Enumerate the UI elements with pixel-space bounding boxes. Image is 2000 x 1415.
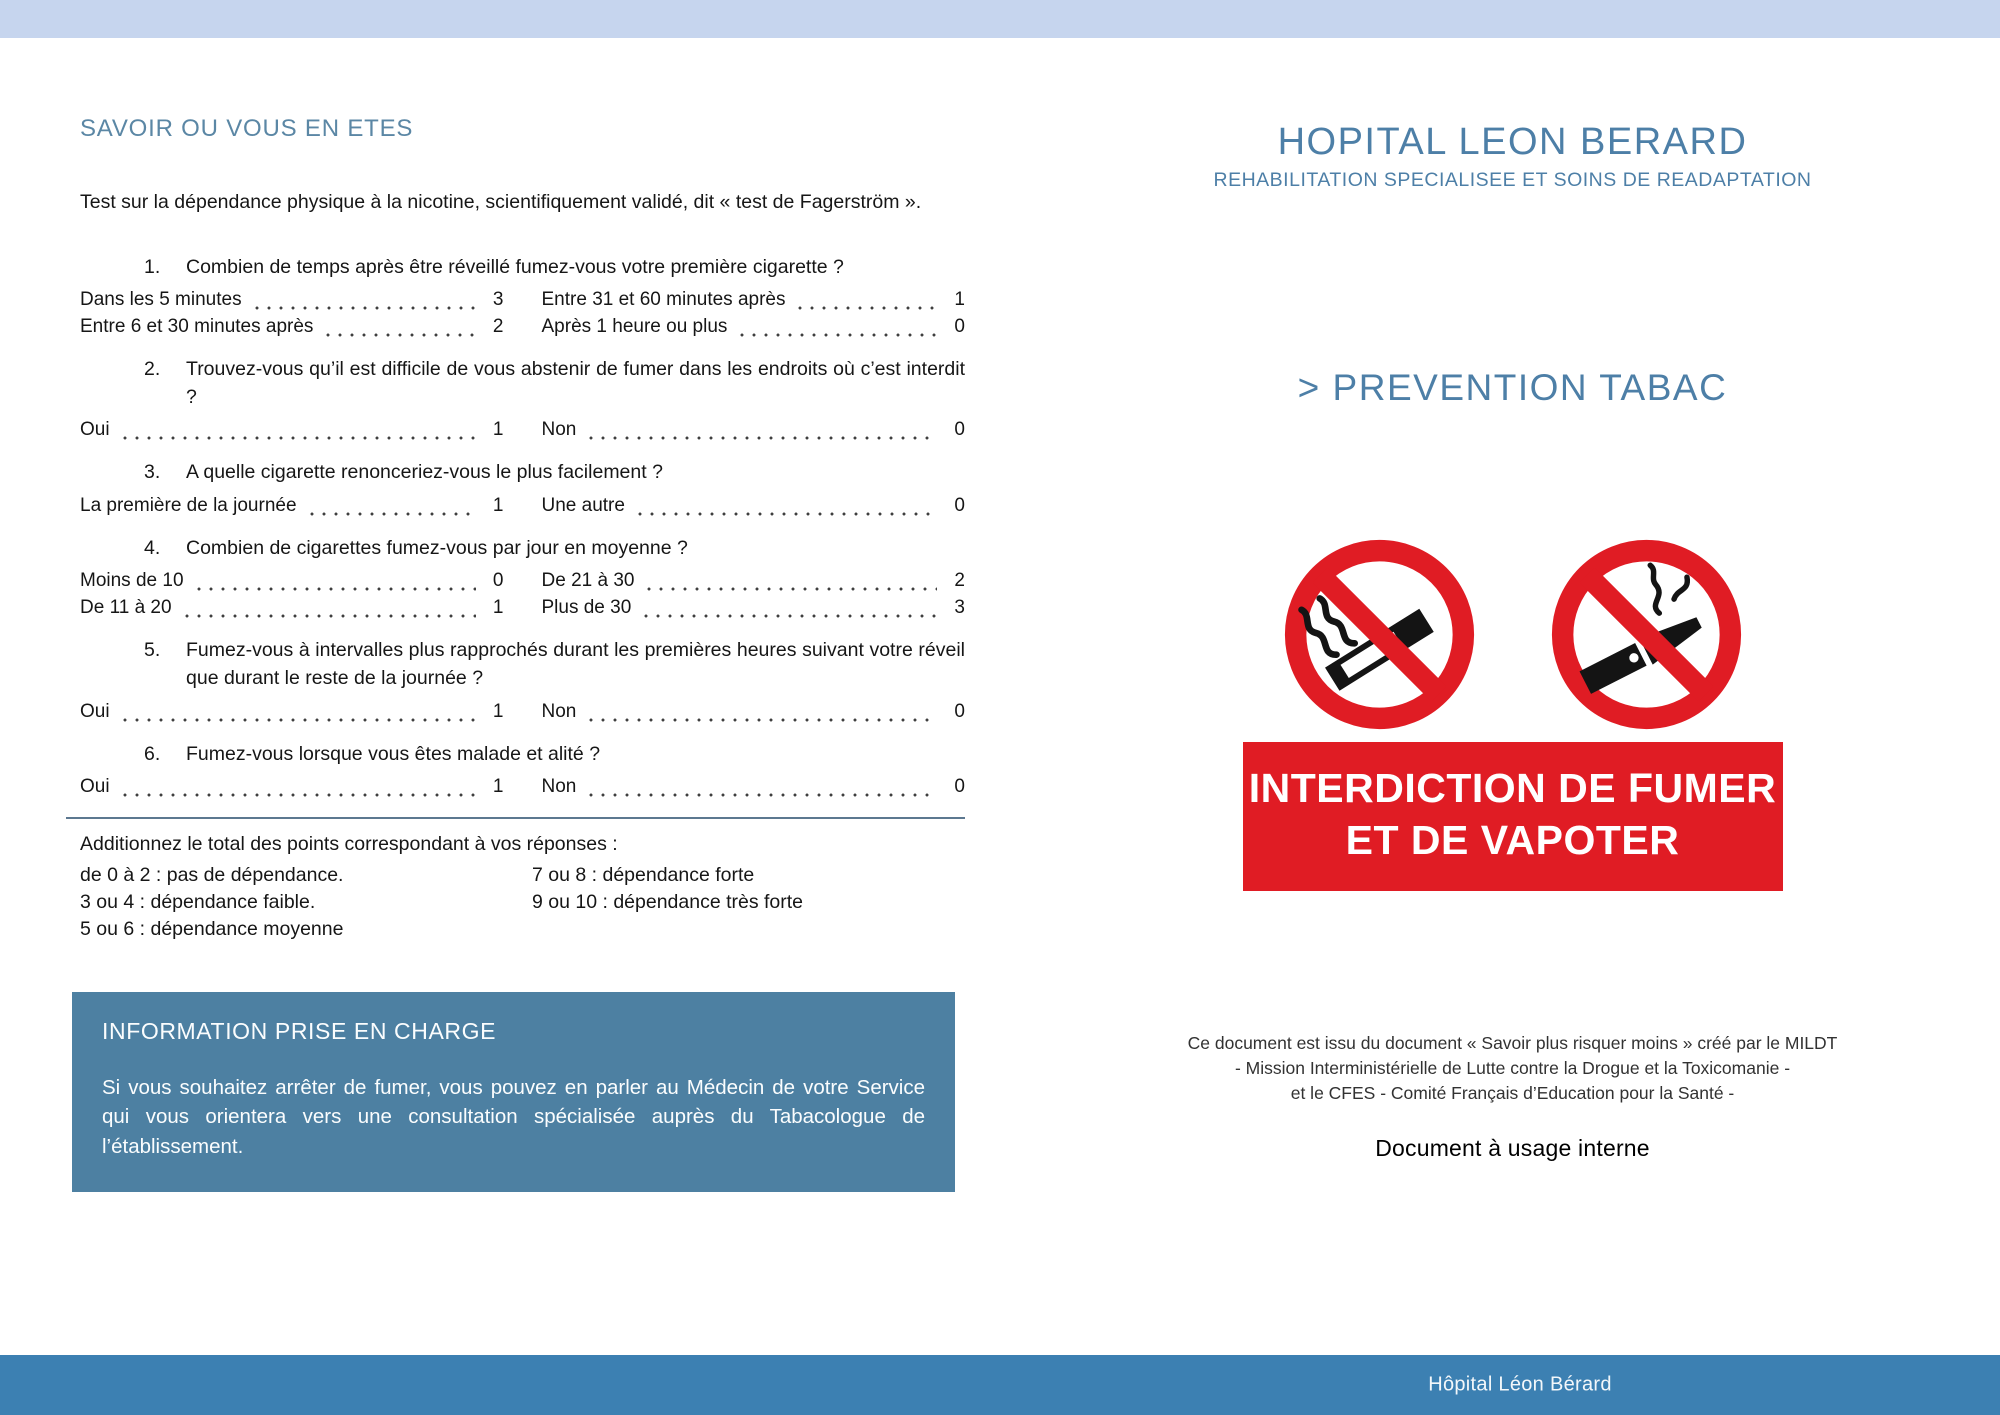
interdiction-banner bbox=[1243, 742, 1783, 891]
document-credits bbox=[1140, 1031, 1885, 1107]
dotted-leader bbox=[119, 793, 476, 797]
answer-option bbox=[542, 419, 966, 446]
care-information-body: Si vous souhaitez arrêter de fumer, vous pouvez en parler au Médecin de votre Service qui vous orientera vers une consultation spécialisée auprès du Tabacologue de l’établissement. bbox=[102, 1075, 925, 1159]
page-title: SAVOIR OU VOUS EN ETES bbox=[80, 115, 414, 142]
answer-label: Après 1 heure ou plus bbox=[541, 315, 728, 337]
question-text: Fumez-vous à intervalles plus rapprochés durant les premières heures suivant votre réveil que durant le reste de la journée ? bbox=[186, 639, 965, 690]
answer-option bbox=[542, 495, 966, 522]
dotted-leader bbox=[322, 333, 475, 337]
score-range: 5 ou 6 : dépendance moyenne bbox=[80, 918, 344, 941]
answer-label: Dans les 5 minutes bbox=[80, 288, 242, 310]
cover-page bbox=[1140, 122, 1885, 1162]
answers-question-6 bbox=[80, 776, 965, 803]
footer-hospital-name: Hôpital Léon Bérard bbox=[1428, 1373, 1612, 1396]
fagerstrom-test-page bbox=[80, 115, 965, 1192]
answer-option bbox=[80, 597, 504, 624]
question-6 bbox=[80, 740, 965, 768]
dotted-leader bbox=[643, 587, 937, 591]
answers-question-4 bbox=[80, 570, 965, 624]
dotted-leader bbox=[640, 614, 937, 618]
answer-label: Moins de 10 bbox=[80, 570, 184, 592]
question-number: 4. bbox=[144, 536, 161, 559]
answers-question-5 bbox=[80, 701, 965, 728]
answer-score: 1 bbox=[492, 597, 504, 619]
score-scale-column-1 bbox=[80, 862, 532, 944]
question-text: Combien de cigarettes fumez-vous par jour en moyenne ? bbox=[186, 536, 688, 559]
answer-score: 3 bbox=[492, 288, 504, 310]
banner-line-1: INTERDICTION DE FUMER bbox=[1248, 764, 1777, 811]
answer-score: 2 bbox=[492, 315, 504, 337]
score-range: 7 ou 8 : dépendance forte bbox=[532, 863, 755, 886]
question-number: 6. bbox=[144, 742, 161, 765]
dotted-leader bbox=[306, 512, 476, 516]
dotted-leader bbox=[119, 436, 476, 440]
answer-label: Non bbox=[541, 419, 577, 441]
answer-label: La première de la journée bbox=[80, 494, 297, 516]
dotted-leader bbox=[193, 587, 476, 591]
answer-option bbox=[80, 570, 504, 597]
hospital-subtitle: REHABILITATION SPECIALISEE ET SOINS DE READAPTATION bbox=[1213, 168, 1812, 191]
dotted-leader bbox=[585, 436, 937, 440]
answer-option bbox=[80, 495, 504, 522]
answer-label: Une autre bbox=[541, 494, 625, 516]
dotted-leader bbox=[181, 614, 476, 618]
answer-score: 0 bbox=[954, 494, 965, 516]
answer-score: 0 bbox=[954, 775, 965, 797]
dotted-leader bbox=[585, 718, 937, 722]
prohibition-icons bbox=[1243, 537, 1783, 732]
answer-score: 1 bbox=[492, 775, 504, 797]
no-vaping-icon bbox=[1549, 537, 1744, 732]
answer-label: Non bbox=[541, 775, 577, 797]
credit-line: et le CFES - Comité Français d’Education pour la Santé - bbox=[1290, 1083, 1735, 1104]
dotted-leader bbox=[634, 512, 937, 516]
answer-label: De 21 à 30 bbox=[541, 570, 635, 592]
score-total-heading: Additionnez le total des points correspondant à vos réponses : bbox=[80, 832, 618, 855]
dotted-leader bbox=[119, 718, 476, 722]
answer-option bbox=[542, 597, 966, 624]
answer-label: Oui bbox=[80, 775, 110, 797]
question-number: 5. bbox=[144, 639, 161, 662]
no-smoking-icon bbox=[1282, 537, 1477, 732]
score-range: 9 ou 10 : dépendance très forte bbox=[532, 891, 804, 914]
dotted-leader bbox=[794, 306, 937, 310]
answer-label: De 11 à 20 bbox=[80, 597, 172, 619]
question-1 bbox=[80, 253, 965, 281]
question-3 bbox=[80, 458, 965, 486]
answer-option bbox=[542, 316, 966, 343]
answer-label: Plus de 30 bbox=[541, 597, 632, 619]
answer-score: 1 bbox=[492, 700, 504, 722]
answer-option bbox=[542, 289, 966, 316]
hospital-name: HOPITAL LEON BERARD bbox=[1277, 121, 1748, 163]
question-4 bbox=[80, 534, 965, 562]
question-number: 1. bbox=[144, 255, 161, 278]
answer-option bbox=[80, 701, 504, 728]
answer-option bbox=[80, 776, 504, 803]
question-number: 2. bbox=[144, 357, 161, 380]
question-2 bbox=[80, 355, 965, 412]
answer-label: Non bbox=[541, 700, 577, 722]
score-range: de 0 à 2 : pas de dépendance. bbox=[80, 863, 344, 886]
no-smoking-sign bbox=[1243, 537, 1783, 891]
answer-score: 1 bbox=[492, 494, 504, 516]
answer-label: Oui bbox=[80, 419, 110, 441]
question-5 bbox=[80, 636, 965, 693]
answer-option bbox=[80, 419, 504, 446]
footer-bar bbox=[0, 1355, 2000, 1415]
answers-question-3 bbox=[80, 495, 965, 522]
top-accent-bar bbox=[0, 0, 2000, 38]
answer-label: Entre 31 et 60 minutes après bbox=[541, 288, 786, 310]
care-information-title: INFORMATION PRISE EN CHARGE bbox=[102, 1017, 497, 1044]
score-range: 3 ou 4 : dépendance faible. bbox=[80, 891, 316, 914]
question-text: A quelle cigarette renonceriez-vous le plus facilement ? bbox=[186, 461, 663, 484]
question-text: Trouvez-vous qu’il est difficile de vous abstenir de fumer dans les endroits où c’est interdit ? bbox=[186, 357, 965, 409]
answer-option bbox=[542, 570, 966, 597]
score-scale bbox=[80, 862, 965, 944]
answer-label: Entre 6 et 30 minutes après bbox=[80, 315, 314, 337]
score-scale-column-2 bbox=[532, 862, 965, 944]
intro-paragraph: Test sur la dépendance physique à la nicotine, scientifiquement validé, dit « test de Fagerström ». bbox=[80, 191, 922, 213]
answer-score: 3 bbox=[954, 597, 965, 619]
answer-score: 0 bbox=[954, 419, 965, 441]
answer-score: 1 bbox=[492, 419, 504, 441]
question-number: 3. bbox=[144, 461, 161, 484]
prevention-tabac-heading: > PREVENTION TABAC bbox=[1297, 366, 1728, 408]
answer-label: Oui bbox=[80, 700, 110, 722]
banner-line-2: ET DE VAPOTER bbox=[1345, 817, 1680, 864]
answer-score: 2 bbox=[954, 570, 965, 592]
answer-option bbox=[542, 776, 966, 803]
answer-score: 0 bbox=[954, 700, 965, 722]
answer-option bbox=[542, 701, 966, 728]
question-text: Fumez-vous lorsque vous êtes malade et alité ? bbox=[186, 742, 601, 765]
care-information-box bbox=[72, 992, 955, 1192]
dotted-leader bbox=[251, 306, 476, 310]
answer-score: 1 bbox=[954, 288, 965, 310]
answers-question-1 bbox=[80, 289, 965, 343]
answer-score: 0 bbox=[954, 315, 965, 337]
dotted-leader bbox=[736, 333, 937, 337]
question-text: Combien de temps après être réveillé fumez-vous votre première cigarette ? bbox=[186, 255, 844, 278]
internal-use-note: Document à usage interne bbox=[1375, 1134, 1650, 1161]
credit-line: Ce document est issu du document « Savoir plus risquer moins » créé par le MILDT bbox=[1187, 1032, 1838, 1053]
answers-question-2 bbox=[80, 419, 965, 446]
dotted-leader bbox=[585, 793, 937, 797]
answer-score: 0 bbox=[492, 570, 504, 592]
credit-line: - Mission Interministérielle de Lutte contre la Drogue et la Toxicomanie - bbox=[1234, 1058, 1791, 1079]
section-divider bbox=[66, 817, 965, 819]
answer-option bbox=[80, 289, 504, 316]
answer-option bbox=[80, 316, 504, 343]
